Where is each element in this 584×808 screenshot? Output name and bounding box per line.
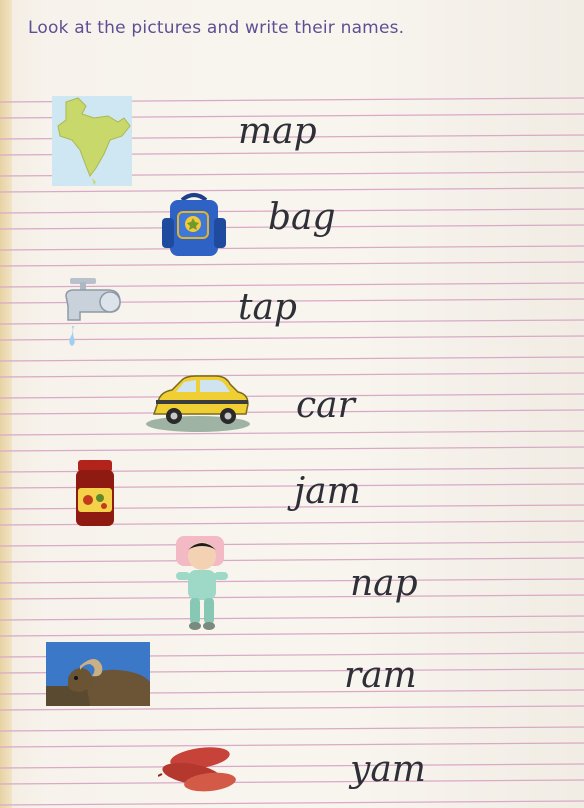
india-map-picture	[52, 96, 132, 186]
rule-line	[0, 558, 584, 562]
word-jam: jam	[294, 471, 361, 512]
instruction-text: Look at the pictures and write their names.	[28, 18, 405, 38]
yellow-taxi-car-picture	[146, 374, 250, 432]
rule-line	[0, 706, 584, 710]
word-bag: bag	[268, 197, 336, 238]
rule-line	[0, 632, 584, 636]
rule-line	[0, 743, 584, 747]
jam-jar-picture	[74, 458, 116, 530]
rule-line	[0, 616, 584, 620]
rule-line	[0, 780, 584, 784]
rule-line	[0, 410, 584, 414]
rule-line	[0, 357, 584, 361]
rule-line	[0, 727, 584, 731]
word-tap: tap	[238, 287, 297, 328]
rule-line	[0, 447, 584, 451]
yams-picture	[158, 740, 244, 794]
word-nap: nap	[350, 563, 418, 604]
rule-line	[0, 801, 584, 805]
rule-line	[0, 595, 584, 599]
napping-boy-picture	[166, 534, 236, 634]
rule-line	[0, 188, 584, 192]
word-car: car	[296, 385, 355, 426]
rule-line	[0, 373, 584, 377]
school-bag-picture	[160, 192, 228, 258]
rule-line	[0, 542, 584, 546]
rule-line	[0, 431, 584, 435]
word-ram: ram	[344, 655, 417, 696]
water-tap-picture	[58, 276, 128, 352]
word-yam: yam	[350, 749, 426, 790]
word-map: map	[238, 111, 317, 152]
rule-line	[0, 262, 584, 266]
rule-line	[0, 579, 584, 583]
ram-picture	[46, 642, 150, 706]
rule-line	[0, 246, 584, 250]
rule-line	[0, 394, 584, 398]
rule-line	[0, 764, 584, 768]
